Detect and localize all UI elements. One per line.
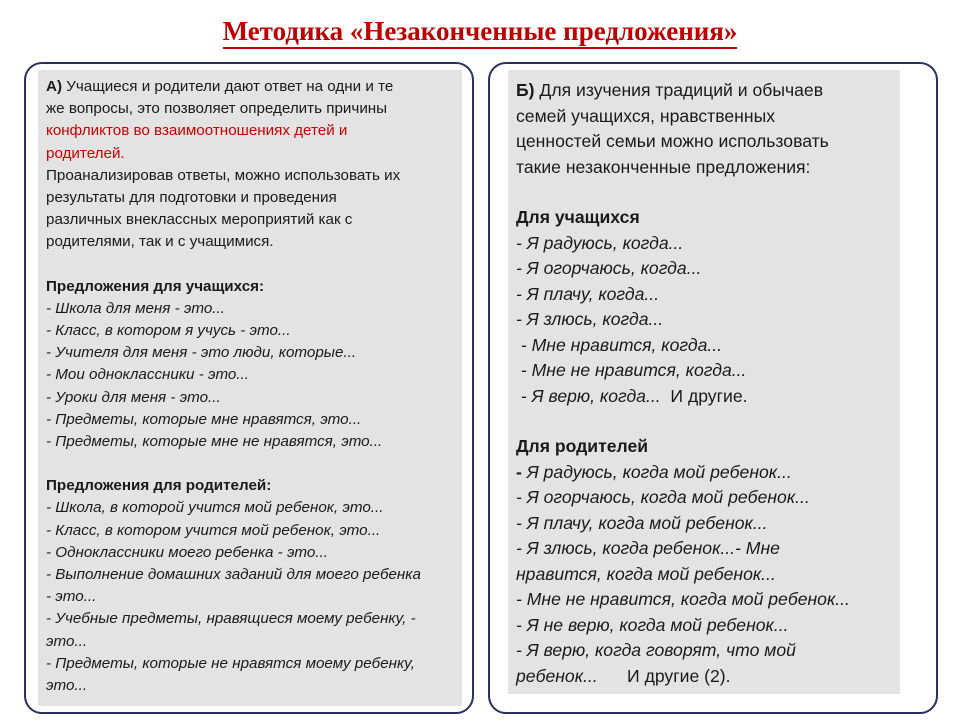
left-section-letter: А) [46,78,63,95]
right-parent-item [516,460,900,486]
left-student-item: - Предметы, которые мне не нравятся, это... [46,433,383,451]
left-parent-item: - Выполнение домашних заданий для моего ребенка [46,566,421,584]
left-student-item: - Класс, в котором я учусь - это... [46,322,291,340]
right-text-block [516,78,900,689]
left-highlight-line: конфликтов во взаимоотношениях детей и [46,122,348,140]
right-parent-item: - Мне не нравится, когда мой ребенок... [516,589,850,609]
right-parent-text: ребенок... [516,665,598,686]
right-parent-item-last [516,664,900,690]
right-student-item: - Мне нравится, когда... [516,334,723,355]
right-section-letter: Б) [516,80,535,100]
left-parent-item: - Одноклассники моего ребенка - это... [46,543,328,561]
right-parents-tail: И другие (2). [597,665,731,686]
right-student-item: - Я злюсь, когда... [516,309,664,329]
left-parent-item: это... [46,632,88,650]
right-parents-heading: Для родителей [516,436,649,456]
right-parent-item: нравится, когда мой ребенок... [516,563,776,584]
left-parent-item: - Учебные предметы, нравящиеся моему ребенку, - [46,610,416,628]
right-intro-line [516,78,900,104]
left-analysis-line: результаты для подготовки и проведения [46,189,337,207]
right-student-item: - Мне не нравится, когда... [516,360,747,380]
right-students-tail: И другие. [660,385,748,406]
right-intro-line: такие незаконченные предложения: [516,156,811,177]
right-parent-item: - Я не верю, когда мой ребенок... [516,614,789,635]
right-parent-text: Я радуюсь, когда мой ребенок... [521,461,792,482]
left-student-item: - Мои одноклассники - это... [46,366,250,384]
right-parent-item: - Я плачу, когда мой ребенок... [516,512,768,533]
left-parent-item: - это... [46,588,97,606]
right-student-item-last [516,384,900,410]
left-students-heading: Предложения для учащихся: [46,277,265,295]
right-student-item-text: - Я верю, когда... [516,385,661,406]
left-student-item: - Школа для меня - это... [46,299,225,317]
right-parent-dash: - [516,461,522,482]
title-text: Методика «Незаконченные предложения» [223,16,738,49]
right-intro-line: семей учащихся, нравственных [516,105,776,126]
right-intro-text: Для изучения традиций и обычаев [534,80,824,100]
left-student-item: - Предметы, которые мне нравятся, это... [46,410,362,428]
left-analysis-line: Проанализировав ответы, можно использовать их [46,166,401,184]
left-analysis-line: родителями, так и с учащимися. [46,233,274,251]
left-analysis-line: различных внеклассных мероприятий как с [46,211,353,229]
page-title [0,14,960,48]
right-student-item: - Я плачу, когда... [516,283,660,304]
left-student-item: - Уроки для меня - это... [46,388,221,406]
left-text-block [46,76,462,697]
left-parents-heading: Предложения для родителей: [46,477,272,495]
left-intro-line: же вопросы, это позволяет определить причины [46,100,388,118]
right-student-item: - Я радуюсь, когда... [516,232,684,253]
right-parent-item: - Я верю, когда говорят, что мой [516,640,796,660]
right-parent-item: - Я злюсь, когда ребенок...- Мне [516,538,780,558]
left-student-item: - Учителя для меня - это люди, которые... [46,344,357,362]
left-parent-item: - Класс, в котором учится мой ребенок, это... [46,521,381,539]
left-highlight-line: родителей. [46,144,125,162]
right-parent-item: - Я огорчаюсь, когда мой ребенок... [516,487,810,507]
right-students-heading: Для учащихся [516,207,640,227]
right-student-item: - Я огорчаюсь, когда... [516,258,702,278]
left-parent-item: это... [46,677,88,695]
left-parent-item: - Школа, в которой учится мой ребенок, это... [46,499,384,517]
left-parent-item: - Предметы, которые не нравятся моему ребенку, [46,654,415,672]
left-intro-line [46,76,462,98]
left-intro-text: Учащиеся и родители дают ответ на одни и те [62,78,394,95]
right-intro-line: ценностей семьи можно использовать [516,131,829,151]
